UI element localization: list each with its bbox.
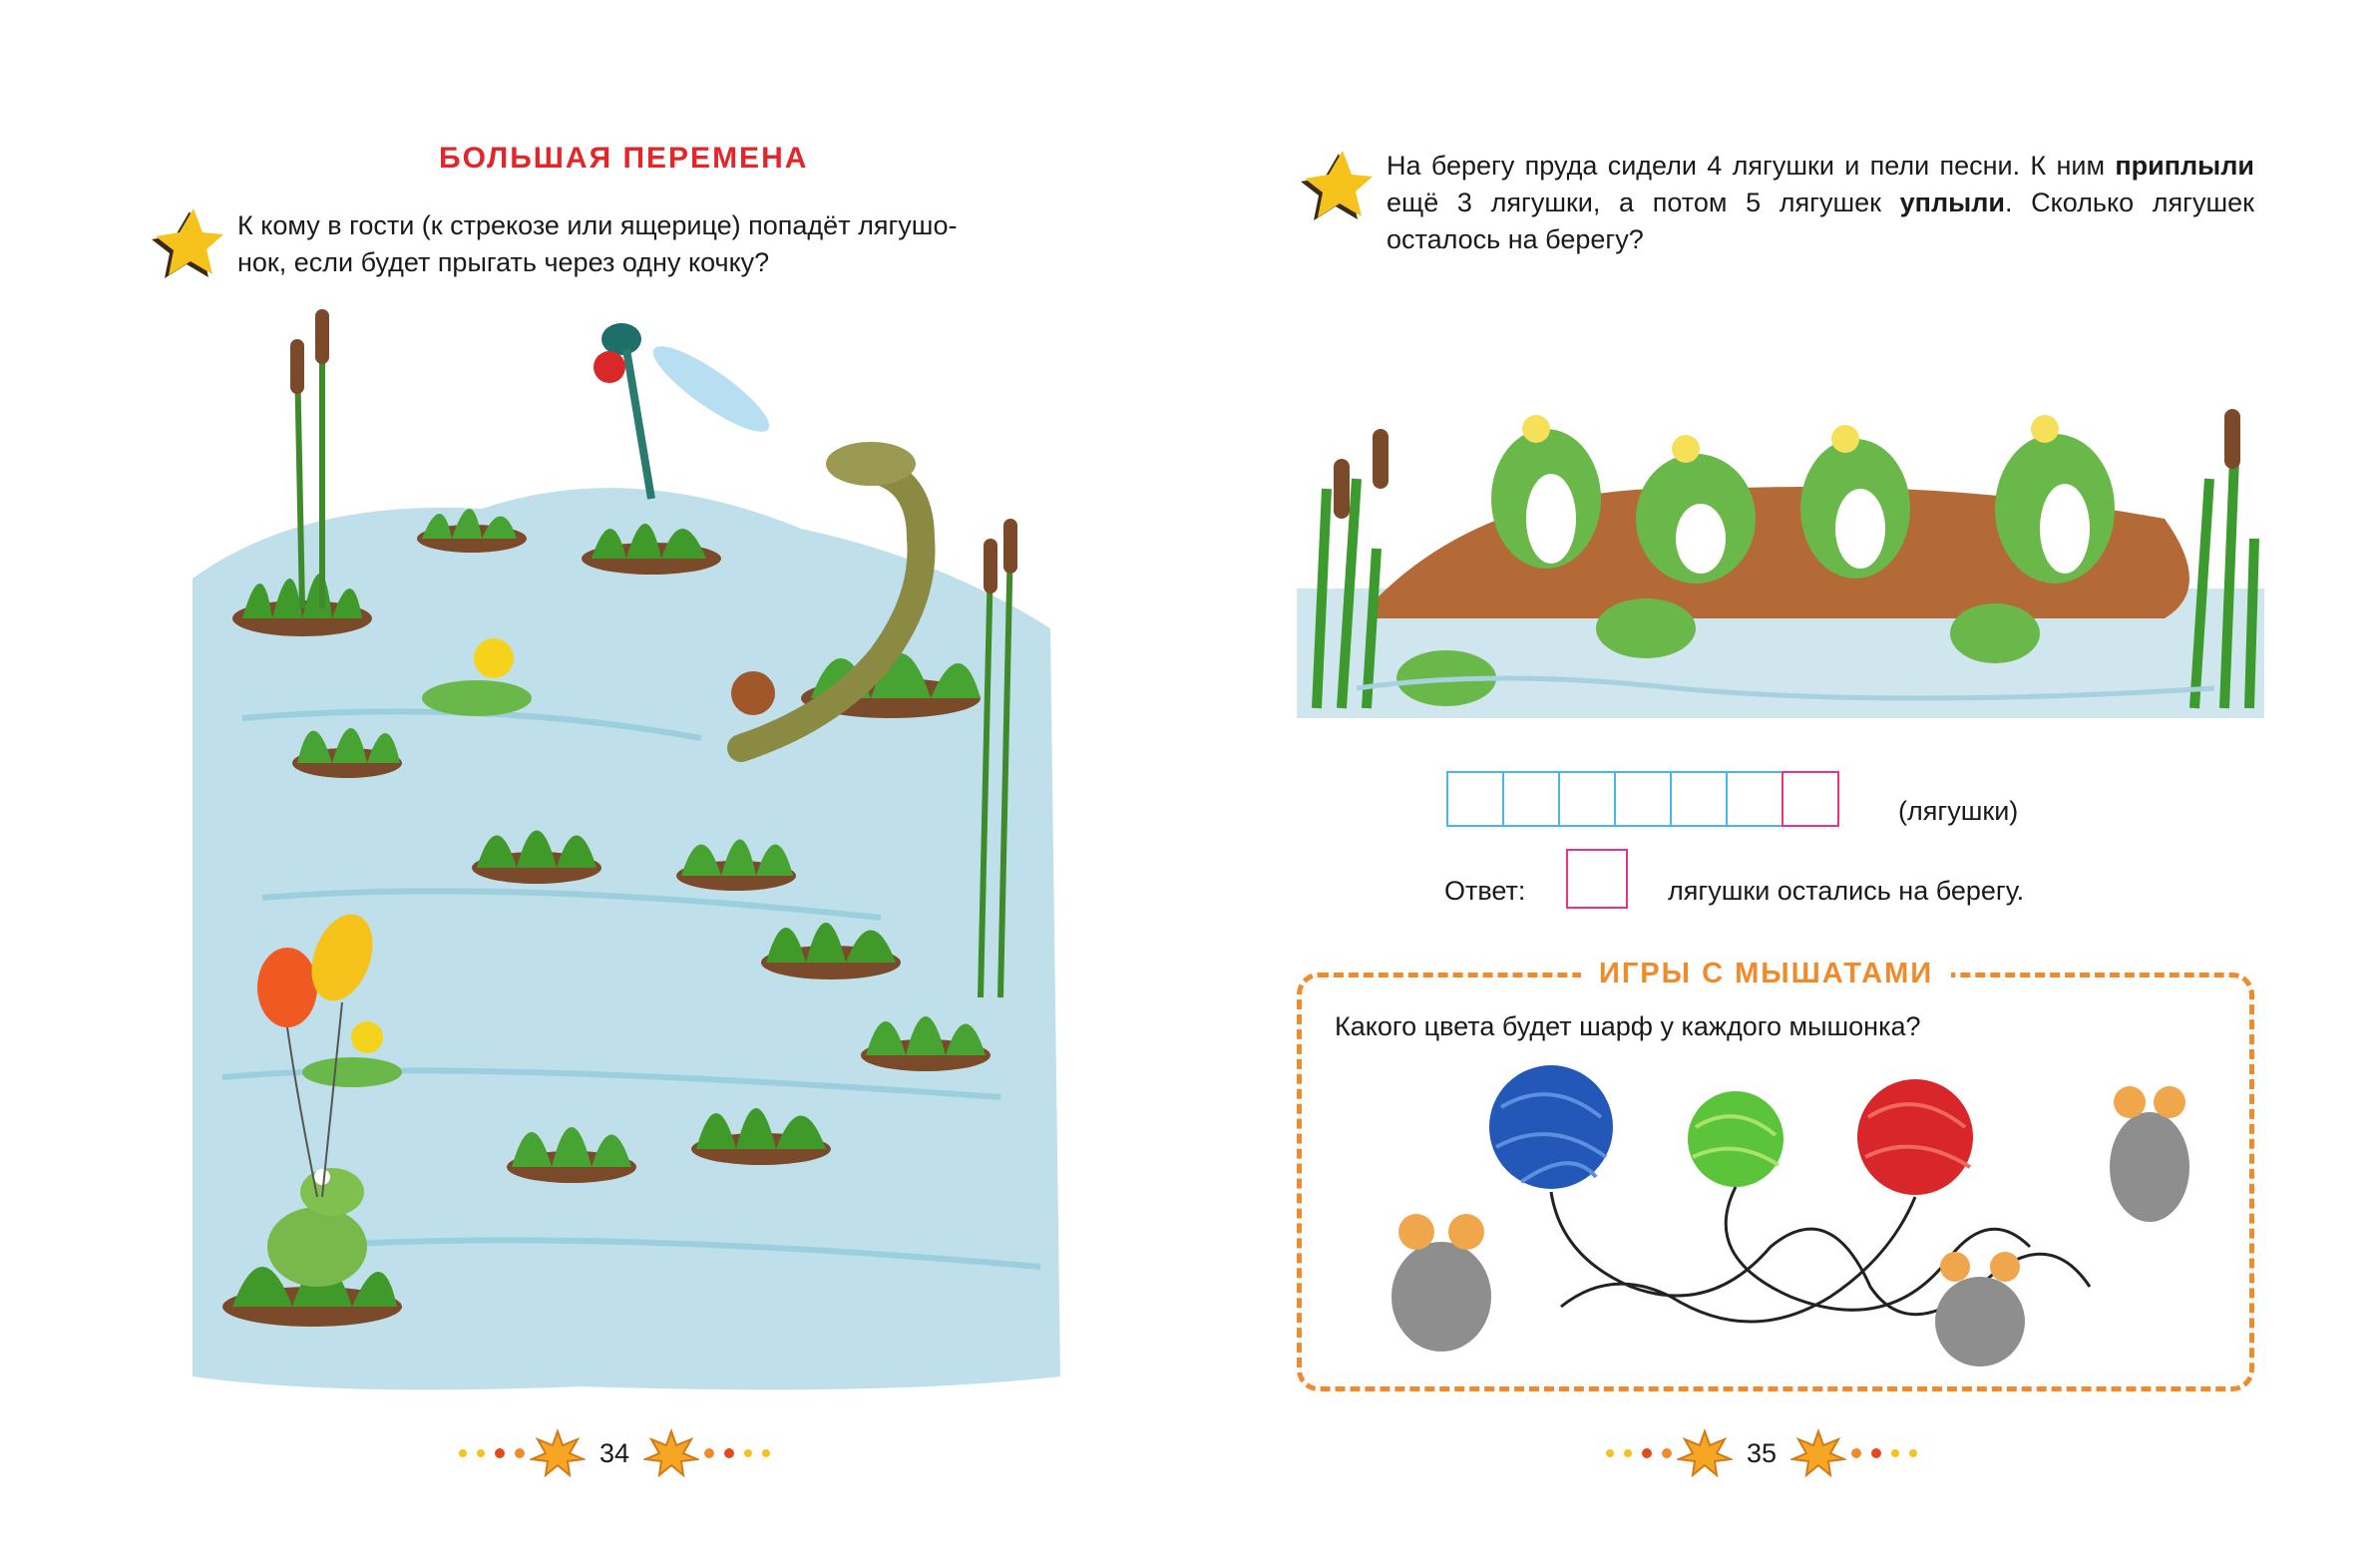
star-icon xyxy=(1299,147,1375,220)
star-icon xyxy=(150,204,225,278)
page-number: 34 xyxy=(599,1437,630,1468)
page-footer xyxy=(1601,1428,1922,1478)
page-number: 35 xyxy=(1747,1437,1778,1468)
frogs-illustration xyxy=(1297,289,2264,728)
answer-sentence: лягушки остались на берегу. xyxy=(1668,876,2025,906)
mice-yarn-illustration xyxy=(1372,1057,2229,1376)
leaf-icon xyxy=(530,1427,586,1479)
unit-label: (лягушки) xyxy=(1898,796,2019,826)
answer-label: Ответ: xyxy=(1444,876,1526,906)
footer-dot xyxy=(1851,1448,1861,1458)
bold-word: уплыли xyxy=(1899,188,2005,217)
answer-cell[interactable] xyxy=(1670,771,1728,827)
counting-cells xyxy=(1448,771,1839,827)
footer-dot xyxy=(495,1448,505,1458)
answer-cell[interactable] xyxy=(1558,771,1616,827)
footer-dot xyxy=(1642,1448,1652,1458)
footer-dot xyxy=(1662,1448,1672,1458)
yarn-ball xyxy=(1688,1091,1784,1187)
footer-dot xyxy=(744,1449,752,1457)
task-text: На берегу пруда сидели 4 лягушки и пели песни. К ним приплыли ещё 3 лягушки, а потом 5 лягушек уплыли. Сколько лягушек осталось на берегу? xyxy=(1387,151,2254,254)
page-footer xyxy=(454,1428,775,1478)
answer-cell[interactable] xyxy=(1502,771,1560,827)
games-question: Какого цвета будет шарф у каждого мышонка? xyxy=(1335,1011,1921,1041)
yarn-ball xyxy=(1489,1065,1613,1189)
footer-dot xyxy=(724,1448,734,1458)
games-title: ИГРЫ С МЫШАТАМИ xyxy=(1581,958,1951,990)
task-line: нок, если будет прыгать через одну кочку? xyxy=(237,247,770,277)
footer-dot xyxy=(1871,1448,1881,1458)
task-line: К кому в гости (к стрекозе или ящерице) попадёт лягушо- xyxy=(237,210,958,240)
answer-cell[interactable] xyxy=(1726,771,1784,827)
answer-box[interactable] xyxy=(1566,849,1628,909)
footer-dot xyxy=(1606,1449,1614,1457)
task-text xyxy=(237,207,1105,281)
footer-dot xyxy=(515,1448,525,1458)
footer-dot xyxy=(1909,1449,1917,1457)
yarn-ball xyxy=(1857,1079,1973,1195)
leaf-icon xyxy=(643,1427,699,1479)
answer-cell[interactable] xyxy=(1782,771,1839,827)
leaf-icon xyxy=(1790,1427,1846,1479)
footer-dot xyxy=(762,1449,770,1457)
leaf-icon xyxy=(1677,1427,1733,1479)
footer-dot xyxy=(1624,1449,1632,1457)
footer-dot xyxy=(477,1449,485,1457)
footer-dot xyxy=(1891,1449,1899,1457)
page-title: БОЛЬШАЯ ПЕРЕМЕНА xyxy=(439,142,809,175)
answer-cell[interactable] xyxy=(1446,771,1504,827)
bold-word: приплыли xyxy=(2115,151,2254,181)
answer-cell[interactable] xyxy=(1614,771,1672,827)
pond-illustration xyxy=(183,299,1065,1396)
footer-dot xyxy=(704,1448,714,1458)
footer-dot xyxy=(459,1449,467,1457)
